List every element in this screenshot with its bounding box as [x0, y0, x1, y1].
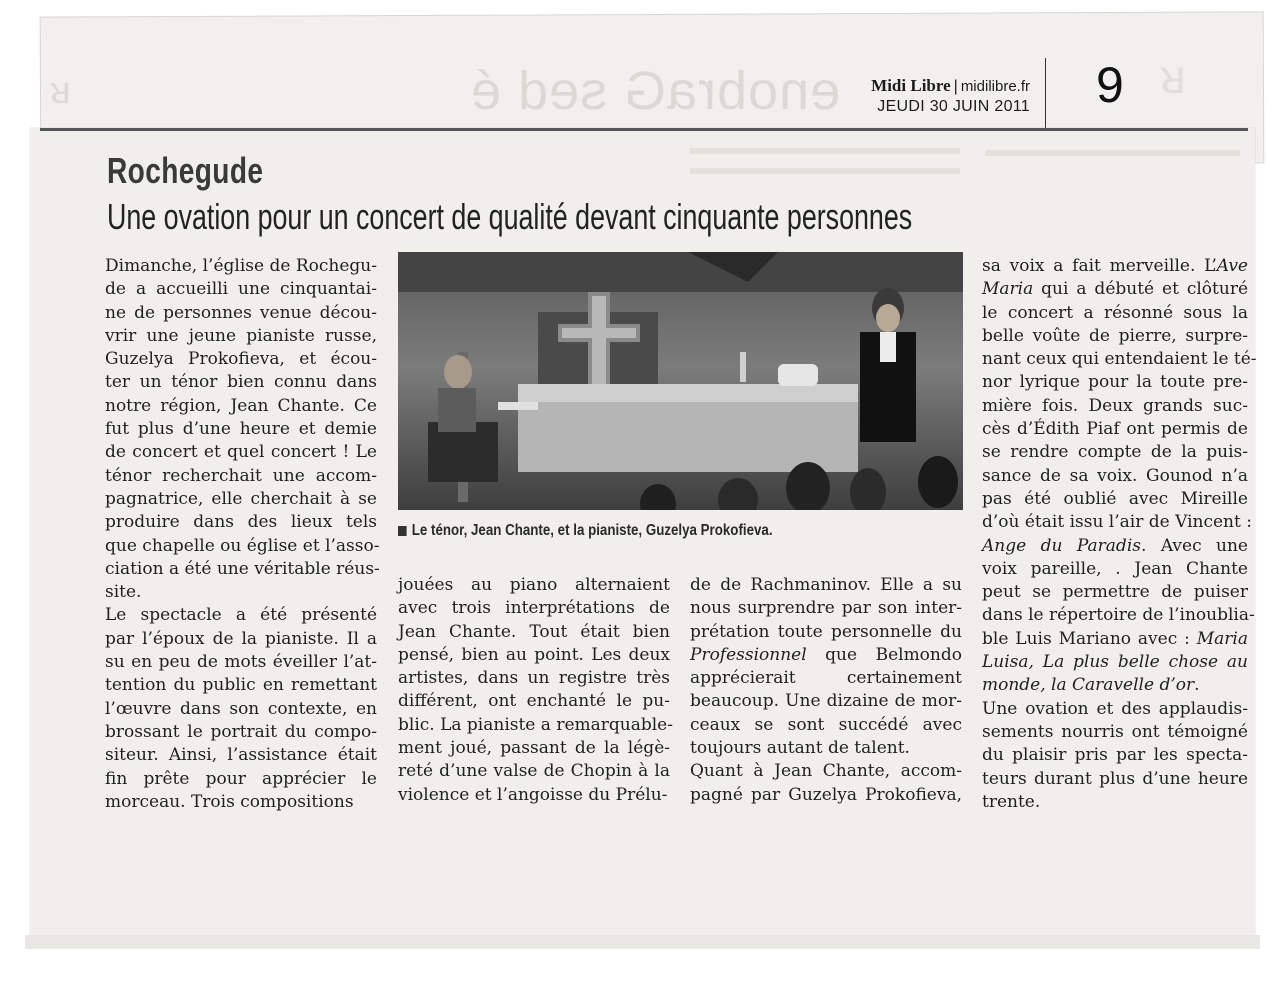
text-line: belle voûte de pierre, surpre- — [982, 325, 1248, 346]
text-line: morceau. Trois compositions — [105, 791, 354, 812]
text-line: d’où était issu l’air de Vincent : — [982, 512, 1252, 533]
article-kicker: Rochegude — [107, 150, 264, 191]
text-line: que chapelle ou église et l’asso- — [105, 535, 380, 556]
text-line: ter un ténor bien connu dans — [105, 372, 377, 393]
concert-photo — [398, 252, 963, 510]
text-line: de de Rachmaninov. Elle a su — [690, 575, 962, 595]
newspaper-name: Midi Libre — [871, 76, 951, 95]
text-line: l’œuvre dans son contexte, en — [105, 698, 377, 719]
text-line: teurs durant plus d’une heure — [982, 768, 1248, 789]
text-line: blic. La pianiste a remarquable- — [398, 714, 673, 735]
page-number: 9 — [1096, 57, 1124, 113]
text-fragment: . — [1194, 675, 1200, 696]
text-fragment: ble Luis Mariano avec : — [982, 628, 1197, 649]
text-line — [982, 651, 1248, 674]
newspaper-website: midilibre.fr — [960, 78, 1030, 95]
text-line: Guzelya Prokofieva, et écou- — [105, 349, 377, 370]
text-line: de a accueilli une cinquantai- — [105, 279, 377, 300]
text-line: nor lyrique pour la toute pre- — [982, 372, 1248, 393]
text-line: différent, ont enchanté le pu- — [398, 691, 670, 712]
text-line: nous surprendre par son inter- — [690, 598, 962, 619]
text-line: ne de personnes venue décou- — [105, 302, 377, 323]
text-line: site. — [105, 582, 142, 603]
text-line: pagnatrice, elle cherchait à se — [105, 488, 377, 509]
concert-photo-image — [398, 252, 963, 510]
text-line — [982, 674, 1248, 697]
masthead — [800, 76, 1030, 116]
text-line: ténor recherchait une accom- — [105, 465, 377, 486]
text-line: ciation a été une véritable réus- — [105, 558, 380, 579]
text-line: avec trois interprétations de — [398, 598, 670, 619]
text-line: du plaisir pris par les specta- — [982, 745, 1248, 766]
text-fragment: . Avec une — [1140, 535, 1248, 556]
text-line — [982, 628, 1248, 651]
text-line: par l’époux de la pianiste. Il a — [105, 628, 377, 649]
text-line: fin prête pour apprécier le — [105, 768, 377, 789]
caption-text: Le ténor, Jean Chante, et la pianiste, Guzelya Prokofieva. — [411, 522, 773, 539]
text-line: peut se permettre de puiser — [982, 582, 1248, 603]
italic-title: Ange du Paradis — [982, 535, 1141, 556]
text-line: ment joué, passant de la légè- — [398, 738, 670, 759]
text-line: artistes, dans un registre très — [398, 668, 670, 689]
bleed-through-text — [985, 150, 1240, 156]
text-line: sance de sa voix. Gounod n’a — [982, 465, 1248, 486]
text-line: siteur. Ainsi, l’assistance était — [105, 745, 377, 766]
italic-title: Luisa, La plus belle chose au — [982, 652, 1248, 673]
bleed-through-banner: enobra​G sed é — [470, 61, 841, 121]
italic-title: Professionnel — [690, 644, 807, 665]
text-fragment: que Belmondo — [806, 644, 962, 665]
text-line: reté d’une valse de Chopin à la — [398, 761, 670, 782]
masthead-separator: | — [953, 78, 958, 95]
text-line: notre région, Jean Chante. Ce — [105, 395, 377, 416]
text-line — [982, 535, 1248, 558]
text-line: Une ovation et des applaudis- — [982, 698, 1248, 719]
text-line: jouées au piano alternaient — [398, 575, 670, 595]
clipping-bottom-edge — [25, 935, 1260, 949]
text-line: trente. — [982, 791, 1041, 812]
masthead-divider — [1045, 58, 1046, 128]
text-line: pensé, bien au point. Les deux — [398, 644, 670, 665]
text-line: ceaux se sont succédé avec — [690, 714, 962, 735]
article-column-3 — [690, 574, 962, 807]
italic-title: Maria — [1196, 628, 1248, 649]
text-line: prétation toute personnelle du — [690, 621, 962, 642]
text-line: toujours autant de talent. — [690, 738, 910, 759]
text-line — [982, 255, 1248, 278]
text-line — [690, 644, 962, 667]
italic-title: Maria — [982, 279, 1034, 300]
photo-caption — [398, 522, 773, 540]
text-line: Jean Chante. Tout était bien — [398, 621, 670, 642]
italic-title: monde, la Caravelle d’or — [982, 675, 1195, 696]
text-line: pas été oublié avec Mireille — [982, 488, 1248, 509]
article-column-2 — [398, 574, 673, 807]
text-line: Le spectacle a été présenté — [105, 605, 377, 626]
text-line: cès d’Édith Piaf ont permis de — [982, 419, 1248, 440]
text-line: le concert a résonné sous la — [982, 302, 1248, 323]
article-headline: Une ovation pour un concert de qualité devant cinquante personnes — [107, 196, 913, 237]
text-line: dans le répertoire de l’inoublia- — [982, 605, 1255, 626]
text-line: nant ceux qui entendaient le té- — [982, 349, 1257, 370]
text-line: voix pareille, . Jean Chante — [982, 558, 1248, 579]
caption-bullet-icon — [398, 526, 407, 536]
issue-date: JEUDI 30 JUIN 2011 — [877, 98, 1030, 115]
text-line: beaucoup. Une dizaine de mor- — [690, 691, 962, 712]
bleed-through-corner: ᴚ — [1160, 51, 1186, 104]
article-column-1 — [105, 255, 380, 814]
text-line: Quant à Jean Chante, accom- — [690, 761, 962, 782]
text-line: produire dans des lieux tels — [105, 512, 377, 533]
text-line: mière fois. Deux grands suc- — [982, 395, 1248, 416]
bleed-through-left: ᴚ — [50, 70, 71, 112]
article-column-4 — [982, 255, 1257, 814]
bleed-through-text — [690, 148, 960, 154]
text-line: violence et l’angoisse du Prélu- — [398, 784, 668, 805]
text-line: apprécierait certainement — [690, 668, 962, 689]
text-line: de concert et quel concert ! Le — [105, 442, 377, 463]
italic-title: Ave — [1216, 256, 1248, 276]
text-line: Dimanche, l’église de Rochegu- — [105, 256, 377, 276]
text-line: fut plus d’une heure et demie — [105, 419, 377, 440]
masthead-brand-line — [800, 76, 1030, 96]
text-line — [982, 278, 1248, 301]
text-line: vrir une jeune pianiste russe, — [105, 325, 377, 346]
top-rule — [40, 128, 1248, 131]
text-fragment: sa voix a fait merveille. L’ — [982, 256, 1217, 276]
text-line: su en peu de mots éveiller l’at- — [105, 652, 377, 673]
text-fragment: qui a débuté et clôturé — [1033, 279, 1248, 300]
text-line: sements nourris ont témoigné — [982, 721, 1248, 742]
text-line: se rendre compte de la puis- — [982, 442, 1248, 463]
text-line: tention du public en remettant — [105, 675, 377, 696]
bleed-through-text — [690, 168, 960, 174]
text-line: brossant le portrait du compo- — [105, 721, 377, 742]
text-line: pagné par Guzelya Prokofieva, — [690, 784, 962, 805]
